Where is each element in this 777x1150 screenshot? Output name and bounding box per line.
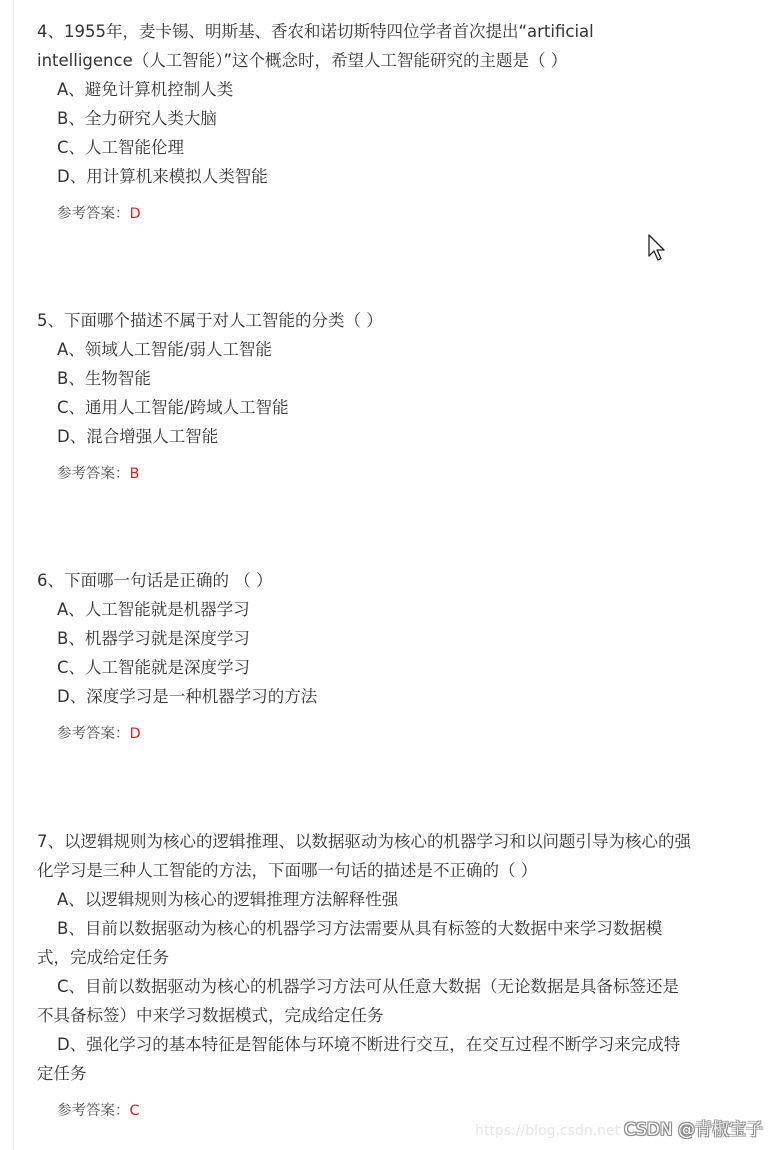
option-d: D、混合增强人工智能 xyxy=(57,427,219,446)
option-a: A、人工智能就是机器学习 xyxy=(57,600,250,619)
answer-label: 参考答案： xyxy=(57,466,130,482)
answer-value: B xyxy=(129,466,140,482)
question-4 xyxy=(37,17,757,224)
answer-row xyxy=(37,204,757,224)
option-a: A、以逻辑规则为核心的逻辑推理方法解释性强 xyxy=(57,890,399,909)
option-c: C、目前以数据驱动为核心的机器学习方法可从任意大数据（无论数据是具备标签还是 xyxy=(57,977,680,996)
question-stem-line: 6、下面哪一句话是正确的 （ ） xyxy=(37,571,273,590)
option-d: D、强化学习的基本特征是智能体与环境不断进行交互，在交互过程不断学习来完成特 xyxy=(57,1035,681,1054)
question-stem-line: 5、下面哪个描述不属于对人工智能的分类（ ） xyxy=(37,311,383,330)
answer-row xyxy=(37,464,757,484)
question-6 xyxy=(37,566,757,744)
answer-row xyxy=(37,724,757,744)
left-rule xyxy=(13,0,14,1150)
option-d: D、深度学习是一种机器学习的方法 xyxy=(57,687,318,706)
option-a: A、避免计算机控制人类 xyxy=(57,80,234,99)
question-5 xyxy=(37,306,757,484)
question-stem-line: 7、以逻辑规则为核心的逻辑推理、以数据驱动为核心的机器学习和以问题引导为核心的强 xyxy=(37,832,691,851)
answer-label: 参考答案： xyxy=(57,1103,130,1119)
mouse-cursor-icon xyxy=(648,234,668,262)
option-c: C、人工智能伦理 xyxy=(57,138,185,157)
option-c-continued: 不具备标签）中来学习数据模式，完成给定任务 xyxy=(37,1006,384,1025)
option-a: A、领域人工智能/弱人工智能 xyxy=(57,340,272,359)
csdn-watermark xyxy=(475,1119,763,1142)
answer-value: D xyxy=(129,206,141,222)
watermark-text: CSDN @青椒宝子 xyxy=(624,1120,763,1140)
option-b: B、目前以数据驱动为核心的机器学习方法需要从具有标签的大数据中来学习数据模 xyxy=(57,919,663,938)
answer-value: C xyxy=(129,1103,140,1119)
question-7 xyxy=(37,827,757,1121)
option-d: D、用计算机来模拟人类智能 xyxy=(57,167,268,186)
watermark-url: https://blog.csdn.net xyxy=(475,1123,621,1139)
option-d-continued: 定任务 xyxy=(37,1064,87,1083)
option-b: B、全力研究人类大脑 xyxy=(57,109,217,128)
answer-label: 参考答案： xyxy=(57,726,130,742)
option-b: B、机器学习就是深度学习 xyxy=(57,629,250,648)
answer-row xyxy=(37,1101,757,1121)
option-c: C、人工智能就是深度学习 xyxy=(57,658,251,677)
option-b: B、生物智能 xyxy=(57,369,151,388)
option-b-continued: 式，完成给定任务 xyxy=(37,948,169,967)
question-stem-line: 4、1955年，麦卡锡、明斯基、香农和诺切斯特四位学者首次提出“artificial xyxy=(37,22,594,41)
option-c: C、通用人工智能/跨域人工智能 xyxy=(57,398,289,417)
answer-label: 参考答案： xyxy=(57,206,130,222)
question-stem-line: intelligence（人工智能）”这个概念时，希望人工智能研究的主题是（ ） xyxy=(37,51,568,70)
answer-value: D xyxy=(129,726,141,742)
question-stem-line: 化学习是三种人工智能的方法，下面哪一句话的描述是不正确的（ ） xyxy=(37,861,538,880)
